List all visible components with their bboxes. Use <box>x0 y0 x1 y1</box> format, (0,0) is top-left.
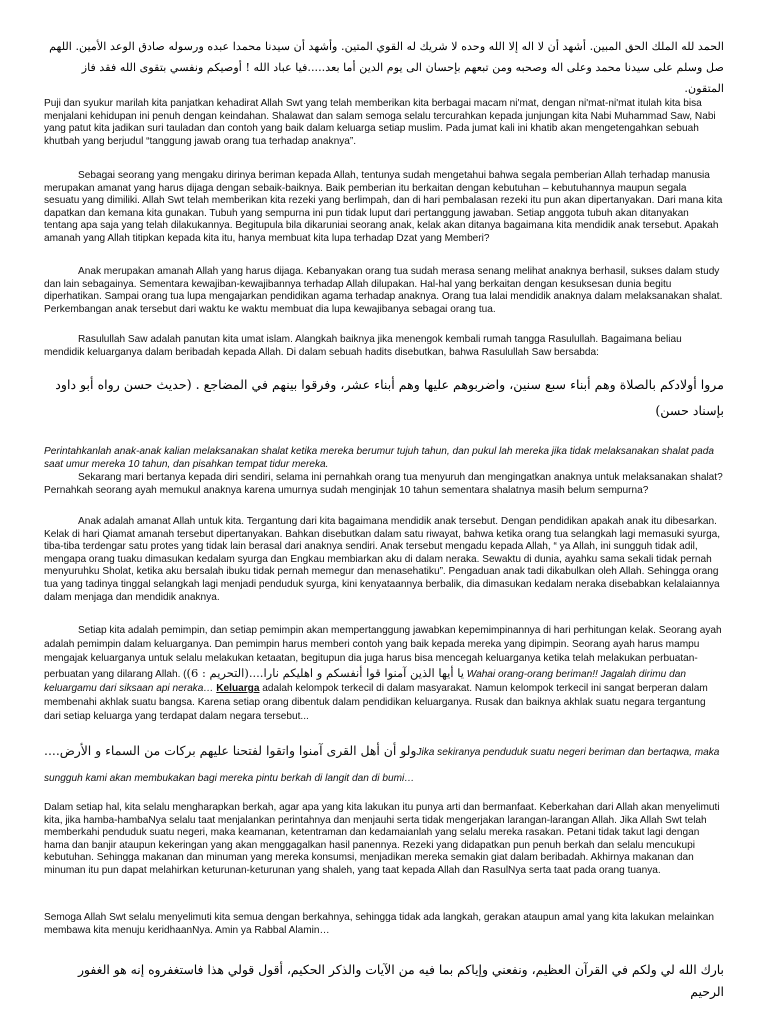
paragraph-intro: Puji dan syukur marilah kita panjatkan kehadirat Allah Swt yang telah memberikan kita berbagai macam ni'mat, dengan ni'mat-ni'mat itulah kita bisa menjalani kehidupan ini penuh dengan keindahan. Shalawat dan salam semoga selalu tercurahkan kepada junjungan kita Nabi Muhammad Saw, Nabi yang patut kita jadikan suri tauladan dan contoh yang baik dalam keluarga setiap muslim. Pada jumat kali ini khatib akan mengetengahkan sebuah khutbah yang berjudul “tanggung jawab orang tua terhadap anaknya”. <box>44 98 716 147</box>
closing-arabic: بارك الله لي ولكم في القرآن العظيم، ونفعني وإياكم بما فيه من الآيات والذكر الحكيم، أقول قولي هذا فاستغفروه إنه هو الغفور الرحيم <box>77 962 724 999</box>
tahrim-translation: Wahai orang-orang beriman!! Jagalah dirimu dan keluargamu dari siksaan api neraka… <box>44 669 686 694</box>
paragraph-doa: Semoga Allah Swt selalu menyelimuti kita semua dengan berkahnya, sehingga tidak ada langkah, gerakan ataupun amal yang kita lakukan melainkan membawa kita menuju keridhaanNya. Amin ya Rabbal Alamin… <box>44 912 714 936</box>
araf-verse-arabic: ولو أن أهل القرى آمنوا واتقوا لفتحنا عليهم بركات من السماء و الأرض.... <box>44 743 417 758</box>
opening-arabic: الحمد لله الملك الحق المبين. أشهد أن لا اله إلا الله وحده لا شريك له القوي المتين. وأشهد أن سيدنا محمدا عبده ورسوله صادق الوعد الأمين. اللهم صل وسلم على سيدنا محمد وعلى اله وصحبه ومن تبعهم بإحسان الى يوم الدين أما بعد.....فيا عباد الله ! أوصيكم ونفسي بتقوى الله فقد فاز المتقون. <box>49 40 724 95</box>
keluarga-keyword: Keluarga <box>216 683 260 694</box>
araf-translation: Jika sekiranya penduduk suatu negeri beriman dan bertaqwa, maka sungguh kami akan membukakan bagi mereka pintu berkah di langit dan di bumi… <box>44 747 720 784</box>
hadith-arabic: مروا أولادكم بالصلاة وهم أبناء سبع سنين، واضربوهم عليها وهم أبناء عشر، وفرقوا بينهم في المضاجع . (حديث حسن رواه أبو داود بإسناد حسن) <box>55 377 724 418</box>
pemimpin-text: Setiap kita adalah pemimpin, dan setiap pemimpin akan mempertanggung jawabkan kepemimpinannya di hari perhitungan kelak. Seorang ayah adalah pemimpin dalam keluarganya. Dan pemimpin harus memberi contoh yang baik kepada mereka yang dipimpin. Seorang ayah harus mampu mengajak keluarganya untuk selalu melakukan ketaatan, begitupun dia juga harus bisa mencegah keluarganya ketika telah melakukan perbuatan-perbuatan yang dilarang Allah. ( <box>44 625 722 680</box>
paragraph-qiamat: Anak adalah amanat Allah untuk kita. Tergantung dari kita bagaimana mendidik anak tersebut. Dengan pendidikan apakah anak itu dibesarkan. Kelak di hari Qiamat amanah tersebut dipertanyakan. Bahkan disebutkan dalam satu riwayat, bahwa ketika orang tua selangkah lagi memasuki syurga, tiba-tiba terdengar satu protes yang tidak lain berasal dari anaknya sendiri. Anak tersebut mengadu kepada Allah, “ ya Allah, ini sungguh tidak adil, mengapa orang tuaku dimasukan kedalam syurga dan Engkau membiarkan aku di dalam neraka. Sewaktu di dunia, ayahku sama sekali tidak pernah menyuruhku Sholat, ketika aku bersalah ibuku tidak pernah memegur dan menasehatiku”. Pengaduan anak tadi dikabulkan oleh Allah. Sehingga orang tua yang tadinya tinggal selangkah lagi menjadi penduduk syurga, kini kenyataannya berbalik, dia dimasukan kedalam neraka disebabkan kelalaiannya dalam menjaga dan mendidik anaknya. <box>44 516 721 603</box>
keluarga-text: adalah kelompok terkecil di dalam masyarakat. Namun kelompok terkecil ini sangat berperan dalam membenahi akhlak suatu bangsa. Karena setiap orang dibentuk dalam pendidikan keluarganya. Rusak dan baiknya akhlak suatu negara tergantung dari setiap keluarga yang terdapat dalam negara tersebut... <box>44 683 708 722</box>
paragraph-berkah: Dalam setiap hal, kita selalu mengharapkan berkah, agar apa yang kita lakukan itu punya arti dan bermanfaat. Keberkahan dari Allah akan menyelimuti kita, jika hamba-hambaNya selalu taat menjalankan perintahnya dan menjauhi serta tidak mengerjakan larangan-larangan Allah. Jika Allah Swt telah memberkahi penduduk suatu negeri, maka keamanan, ketentraman dan kedamaianlah yang selalu mereka rasakan. Petani tidak takut lagi dengan hama dan banjir ataupun kekeringan yang akan menggagalkan hasil panennya. Rezeki yang didapatkan pun penuh berkah dan selalu mencukupi kebutuhan. Sehingga makanan dan minuman yang mereka konsumsi, menjadikan mereka semakin giat dalam beribadah. Akhirnya makanan dan minuman itu pun dapat melahirkan keturunan-keturunan yang shaleh, yang taat kepada Allah dan RasulNya serta taat pada orang tuanya. <box>44 802 720 876</box>
paragraph-pemimpin <box>44 624 724 724</box>
paragraph-verse-berkah <box>44 738 724 792</box>
paragraph-anak-amanah: Anak merupakan amanah Allah yang harus dijaga. Kebanyakan orang tua sudah merasa senang melihat anaknya berhasil, sukses dalam study dan lain sebagainya. Sementara kewajiban-kewajibannya terhadap Allah dilupakan. Hal-hal yang berkaitan dengan kesuksesan dunia begitu diperhatikan. Sampai orang tua lupa mengajarkan pendidikan agama terhadap anaknya. Orang tua lalai mendidik anaknya dalam melaksanakan shalat. Perkembangan anak tersebut dari waktu ke waktu membuat dia lupa kewajibanya sebagai orang tua. <box>44 266 723 315</box>
paragraph-rasulullah: Rasulullah Saw adalah panutan kita umat islam. Alangkah baiknya jika menengok kembali rumah tangga Rasulullah. Bagaimana beliau mendidik keluarganya dalam beribadah kepada Allah. Di dalam sebuah hadits disebutkan, bahwa Rasulullah Saw bersabda: <box>44 334 682 358</box>
tahrim-verse-arabic: يا أيها الذين آمنوا قوا أنفسكم و اهليكم نارا....(التحريم : 6) <box>186 666 464 680</box>
paragraph-amanat: Sebagai seorang yang mengaku dirinya beriman kepada Allah, tentunya sudah mengetahui bahwa segala pemberian Allah terhadap manusia merupakan amanat yang harus dijaga dengan sebaik-baiknya. Baik pemberian itu berkaitan dengan kebutuhan – kebutuhannya maupun segala sesuatu yang dimiliki. Allah Swt telah memberikan kita rezeki yang berlimpah, dan di hari pembalasan rezeki itu pun akan dipertanyakan. Dari mana kita dapatkan dan kemana kita gunakan. Tubuh yang sempurna ini pun tidak luput dari pertanggung jawaban. Setiap anggota tubuh akan ditanyakan tentang apa saja yang telah dilakukannya. Begitupula bila dikaruniai seorang anak, kelak akan ditanya bagaimana kita mendidik anak tersebut. Apakah amanah yang Allah titipkan kepada kita itu, hanya membuat kita lupa terhadap Dzat yang Memberi? <box>44 170 723 244</box>
hadith-translation: Perintahkanlah anak-anak kalian melaksanakan shalat ketika mereka berumur tujuh tahun, dan pukul lah mereka jika tidak melaksanakan shalat pada saat umur mereka 10 tahun, dan pisahkan tempat tidur mereka. <box>44 446 714 470</box>
paragraph-question: Sekarang mari bertanya kepada diri sendiri, selama ini pernahkah orang tua menyuruh dan mengingatkan anaknya untuk melaksanakan shalat? Pernahkah seorang ayah memukul anaknya karena umurnya sudah menginjak 10 tahun sementara shalatnya masih belum sempurna? <box>44 472 723 496</box>
